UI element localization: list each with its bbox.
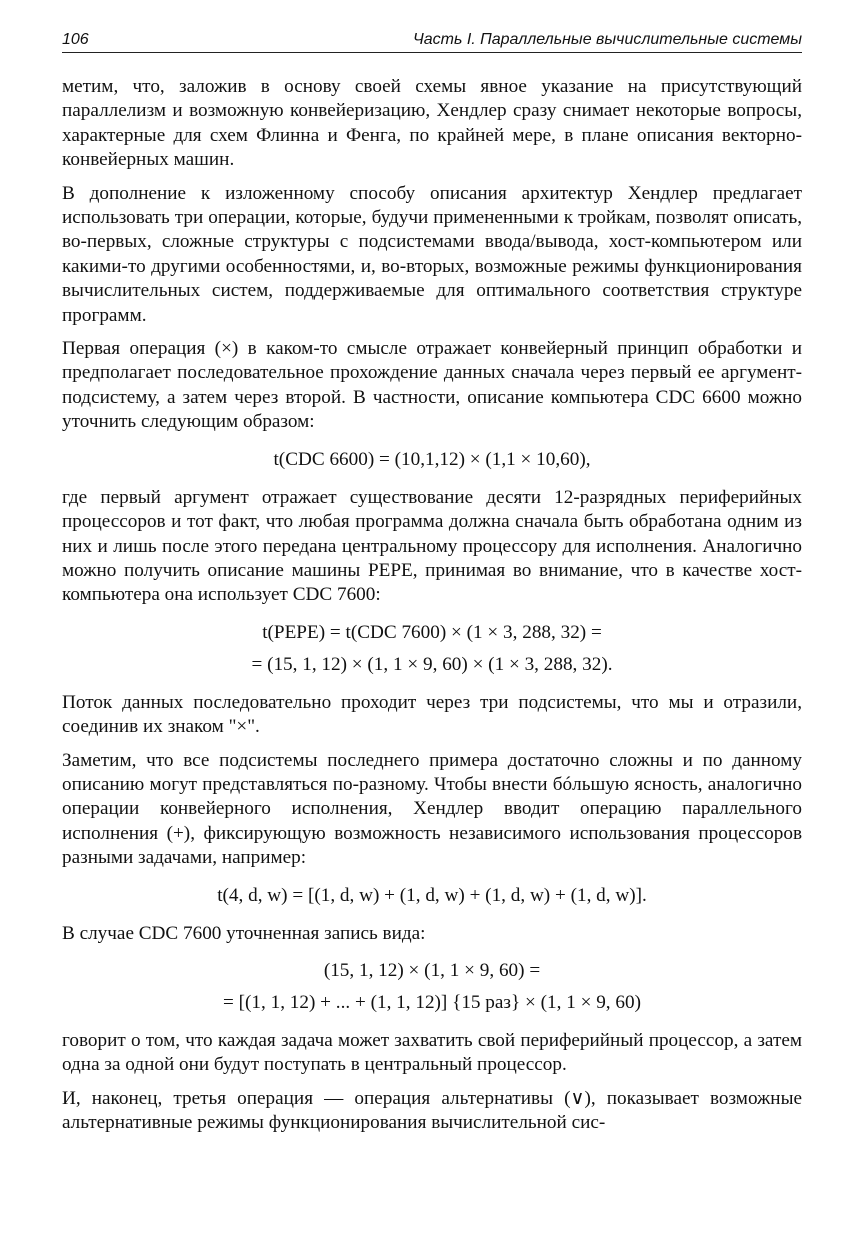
formula-line: = [(1, 1, 12) + ... + (1, 1, 12)] {15 раз} × (1, 1 × 9, 60) — [223, 991, 641, 1013]
paragraph-2: В дополнение к изложенному способу описания архитектур Хендлер предлагает использовать три операции, которые, будучи примененными к тройкам, позволят описать, во-первых, сложные структуры с подсистемами ввода/вывода, хост-компьютером или какими-то другими особенностями, и, во-вторых, возможные режимы функционирования вычислительных систем, поддерживаемые для оптимального соответствия структуре программ. — [62, 182, 802, 326]
formula-parallel — [62, 880, 802, 912]
running-header — [62, 24, 802, 53]
paragraph-5: Поток данных последовательно проходит через три подсистемы, что мы и отразили, соединив их знаком "×". — [62, 691, 802, 738]
formula-line: (15, 1, 12) × (1, 1 × 9, 60) = — [323, 959, 541, 981]
formula-cdc7600 — [62, 955, 802, 1019]
paragraph-3: Первая операция (×) в каком-то смысле отражает конвейерный принцип обработки и предполагает последовательное прохождение данных сначала через первый ее аргумент-подсистему, а затем через второй. В частности, описание компьютера CDC 6600 можно уточнить следующим образом: — [62, 338, 802, 433]
formula-line: t(4, d, w) = [(1, d, w) + (1, d, w) + (1, d, w) + (1, d, w)]. — [217, 884, 647, 906]
formula-line: = (15, 1, 12) × (1, 1 × 9, 60) × (1 × 3, 288, 32). — [251, 653, 613, 675]
running-title: Часть I. Параллельные вычислительные системы — [412, 31, 802, 48]
page-body — [62, 75, 802, 1136]
formula-line: t(CDC 6600) = (10,1,12) × (1,1 × 10,60), — [273, 448, 591, 470]
paragraph-4: где первый аргумент отражает существование десяти 12-разрядных периферийных процессоров и тот факт, что любая программа должна сначала быть обработана одним из них и лишь после этого передана центральному процессору для исполнения. Аналогично можно получить описание машины PEPE, принимая во внимание, что в качестве хост-компьютера она использует CDC 7600: — [62, 486, 802, 606]
formula-pepe — [62, 617, 802, 681]
paragraph-1: метим, что, заложив в основу своей схемы явное указание на присутствующий параллелизм и возможную конвейеризацию, Хендлер сразу снимает некоторые вопросы, характерные для схем Флинна и Фенга, по крайней мере, в плане описания векторно-конвейерных машин. — [62, 76, 802, 171]
paragraph-9: И, наконец, третья операция — операция альтернативы (∨), показывает возможные альтернативные режимы функционирования вычислительной сис- — [62, 1087, 802, 1134]
page — [62, 24, 802, 1145]
formula-cdc6600 — [62, 444, 802, 476]
paragraph-7: В случае CDC 7600 уточненная запись вида: — [62, 922, 426, 944]
paragraph-8: говорит о том, что каждая задача может захватить свой периферийный процессор, а затем одна за одной они будут поступать в центральный процессор. — [62, 1029, 802, 1076]
paragraph-6: Заметим, что все подсистемы последнего примера достаточно сложны и по данному описанию могут представляться по-разному. Чтобы внести бóльшую ясность, аналогично операции конвейерного исполнения, Хендлер вводит операцию параллельного исполнения (+), фиксирующую возможность независимого использования процессоров разными задачами, например: — [62, 749, 802, 869]
formula-line: t(PEPE) = t(CDC 7600) × (1 × 3, 288, 32) = — [262, 621, 602, 643]
page-number: 106 — [62, 31, 89, 48]
